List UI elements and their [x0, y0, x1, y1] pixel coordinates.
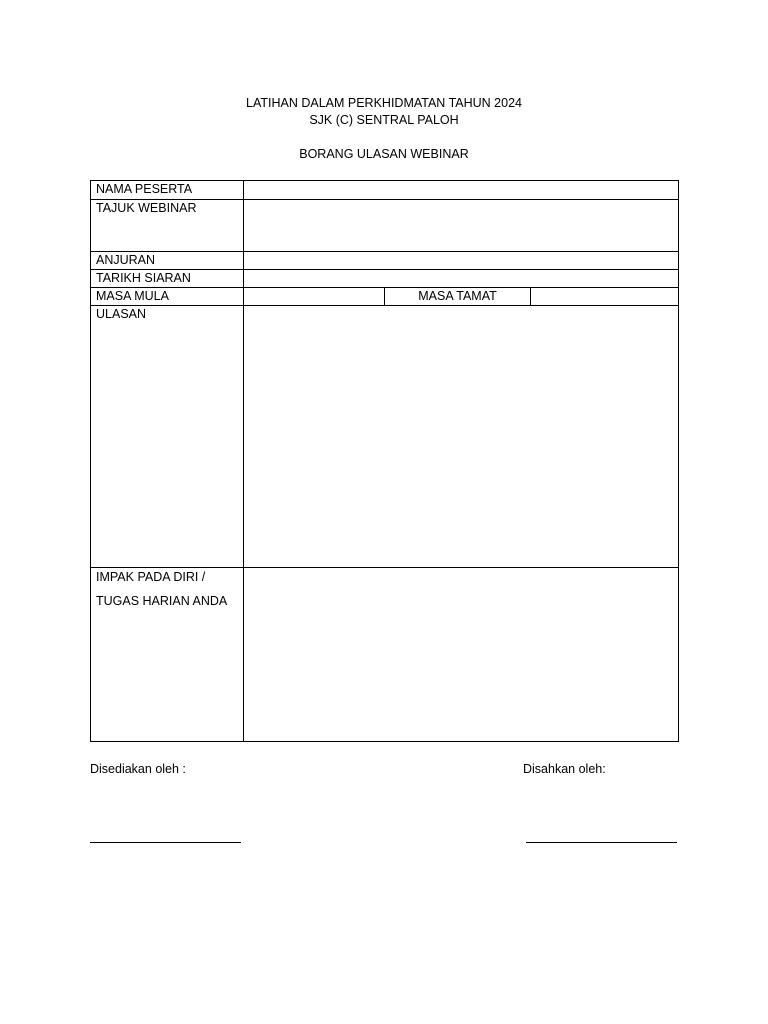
label-masa-mula: MASA MULA	[91, 288, 244, 306]
prepared-by-label: Disediakan oleh :	[90, 762, 186, 776]
field-masa-tamat[interactable]	[531, 288, 679, 306]
label-tarikh-siaran: TARIKH SIARAN	[91, 270, 244, 288]
field-tajuk-webinar[interactable]	[244, 200, 679, 252]
header-school-name: SJK (C) SENTRAL PALOH	[309, 113, 459, 127]
field-nama-peserta[interactable]	[244, 181, 679, 200]
webinar-review-form	[90, 180, 679, 742]
field-ulasan[interactable]	[244, 306, 679, 568]
form-title: BORANG ULASAN WEBINAR	[299, 147, 469, 161]
label-nama-peserta: NAMA PESERTA	[91, 181, 244, 200]
field-tarikh-siaran[interactable]	[244, 270, 679, 288]
prepared-by-signature-line	[90, 842, 241, 843]
label-masa-tamat: MASA TAMAT	[385, 288, 531, 306]
label-anjuran: ANJURAN	[91, 252, 244, 270]
label-impak	[91, 568, 244, 742]
approved-by-signature-line	[526, 842, 677, 843]
label-impak-line1: IMPAK PADA DIRI /	[96, 570, 206, 584]
field-masa-mula[interactable]	[244, 288, 385, 306]
field-anjuran[interactable]	[244, 252, 679, 270]
header-title-line1: LATIHAN DALAM PERKHIDMATAN TAHUN 2024	[246, 96, 522, 110]
approved-by-label: Disahkan oleh:	[523, 762, 606, 776]
field-impak[interactable]	[244, 568, 679, 742]
label-tajuk-webinar: TAJUK WEBINAR	[91, 200, 244, 252]
label-impak-line2: TUGAS HARIAN ANDA	[96, 594, 228, 608]
label-ulasan: ULASAN	[91, 306, 244, 568]
